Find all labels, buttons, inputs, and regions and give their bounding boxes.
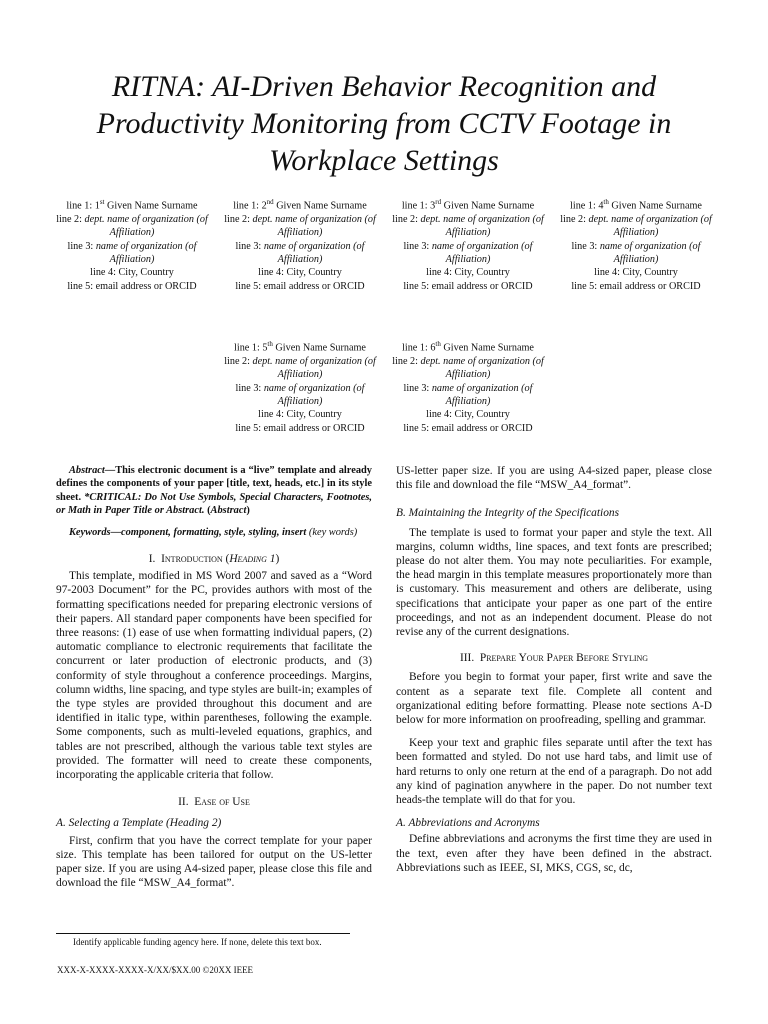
author-line-5: line 5: email address or ORCID [571, 280, 701, 292]
subsection-heading: A. Selecting a Template (Heading 2) [56, 817, 222, 830]
author-line-3: line 3: name of organization (of Affiliation) [67, 240, 197, 266]
subsection-heading: B. Maintaining the Integrity of the Specifications [396, 507, 620, 520]
author-line-2: line 2: dept. name of organization (of Affiliation) [224, 355, 376, 381]
author-line-4: line 4: City, Country [594, 267, 678, 279]
author-block [388, 196, 548, 293]
paragraph-continued: US-letter paper size. If you are using A4-sized paper, please close this file and download the file “MSW_A4_format”. [396, 465, 712, 492]
author-line-1: line 1: 2nd Given Name Surname [233, 198, 367, 212]
paragraph: Keep your text and graphic files separate until after the text has been formatted and styled. Do not use hard tabs, and limit use of hard returns to only one return at the end of a paragraph. Do not add any kind of pagination anywhere in the paper. Do not number text heads-the template will do that for you. [396, 737, 712, 807]
author-line-5: line 5: email address or ORCID [235, 422, 365, 434]
paragraph: First, confirm that you have the correct template for your paper size. This template has been tailored for output on the US-letter paper size. If you are using A4-sized paper, please close this file and download the file “MSW_A4_format”. [56, 834, 372, 890]
copyright-footer: XXX-X-XXXX-XXXX-X/XX/$XX.00 ©20XX IEEE [57, 965, 254, 975]
paper-title: RITNA: AI-Driven Behavior Recognition and Productivity Monitoring from CCTV Footage in Workplace Settings [96, 70, 672, 177]
right-column [396, 464, 712, 875]
paragraph: This template, modified in MS Word 2007 and saved as a “Word 97-2003 Document” for the PC, provides authors with most of the formatting specifications needed for preparing electronic versions of their papers. All standard paper components have been specified for three reasons: (1) ease of use when formatting individual papers, (2) automatic compliance to electronic requirements that facilitate the concurrent or later production of electronic products, and (3) conformity of style throughout a conference proceedings. Margins, column widths, line spacing, and type styles are built-in; examples of the type styles are provided throughout this document and are identified in italic type, within parentheses, following the example. Some components, such as multi-leveled equations, graphics, and tables are not prescribed, although the various table text styles are provided. The formatter will need to create these components, incorporating the applicable criteria that follow. [56, 570, 372, 782]
section-heading-1: I. Introduction (Heading 1) [148, 553, 280, 566]
author-line-5: line 5: email address or ORCID [403, 422, 533, 434]
author-line-1: line 1: 5th Given Name Surname [234, 340, 366, 354]
author-block [52, 196, 212, 293]
author-line-3: line 3: name of organization (of Affiliation) [235, 240, 365, 266]
subsection-heading: A. Abbreviations and Acronyms [396, 817, 540, 830]
author-line-1: line 1: 4th Given Name Surname [570, 198, 702, 212]
author-line-5: line 5: email address or ORCID [403, 280, 533, 292]
paragraph: The template is used to format your paper and style the text. All margins, column widths, line spaces, and text fonts are prescribed; please do not alter them. You may note peculiarities. For example, the head margin in this template measures proportionately more than is customary. This measurement and others are deliberate, using specifications that anticipate your paper as one part of the entire proceedings, and not as an independent document. Please do not revise any of the current designations. [396, 526, 712, 639]
keywords: Keywords—component, formatting, style, styling, insert (key words) [69, 526, 358, 538]
author-block [220, 196, 380, 293]
paragraph: Before you begin to format your paper, first write and save the content as a separate text file. Complete all content and organizational editing before formatting. Please note sections A-D below for more information on proofreading, spelling and grammar. [396, 671, 712, 727]
author-line-2: line 2: dept. name of organization (of Affiliation) [224, 213, 376, 239]
author-line-3: line 3: name of organization (of Affiliation) [403, 382, 533, 408]
author-line-1: line 1: 3rd Given Name Surname [401, 198, 535, 212]
author-line-5: line 5: email address or ORCID [67, 280, 197, 292]
author-block [388, 338, 548, 435]
author-line-2: line 2: dept. name of organization (of Affiliation) [560, 213, 712, 239]
author-block [220, 338, 380, 435]
author-line-2: line 2: dept. name of organization (of Affiliation) [392, 355, 544, 381]
author-line-2: line 2: dept. name of organization (of Affiliation) [392, 213, 544, 239]
author-line-4: line 4: City, Country [258, 409, 342, 421]
author-line-3: line 3: name of organization (of Affiliation) [235, 382, 365, 408]
section-heading-2: II. Ease of Use [178, 796, 250, 809]
author-line-3: line 3: name of organization (of Affiliation) [571, 240, 701, 266]
author-line-2: line 2: dept. name of organization (of Affiliation) [56, 213, 208, 239]
abstract: Abstract—This electronic document is a “live” template and already defines the components of your paper [title, text, heads, etc.] in its style sheet. *CRITICAL: Do Not Use Symbols, Special Characters, Footnotes, or Math in Paper Title or Abstract. (Abstract) [56, 465, 373, 517]
left-column [56, 464, 372, 890]
author-line-1: line 1: 1st Given Name Surname [66, 198, 198, 212]
author-line-4: line 4: City, Country [258, 267, 342, 279]
author-line-4: line 4: City, Country [426, 409, 510, 421]
author-line-4: line 4: City, Country [90, 267, 174, 279]
paragraph: Define abbreviations and acronyms the first time they are used in the text, even after they have been defined in the abstract. Abbreviations such as IEEE, SI, MKS, CGS, sc, dc, [396, 833, 712, 874]
author-block [556, 196, 716, 293]
author-line-3: line 3: name of organization (of Affiliation) [403, 240, 533, 266]
section-heading-3: III. Prepare Your Paper Before Styling [459, 652, 649, 665]
author-line-5: line 5: email address or ORCID [235, 280, 365, 292]
author-line-1: line 1: 6th Given Name Surname [402, 340, 534, 354]
footnote-divider [56, 933, 350, 934]
funding-footnote: Identify applicable funding agency here. If none, delete this text box. [73, 937, 322, 947]
author-line-4: line 4: City, Country [426, 267, 510, 279]
